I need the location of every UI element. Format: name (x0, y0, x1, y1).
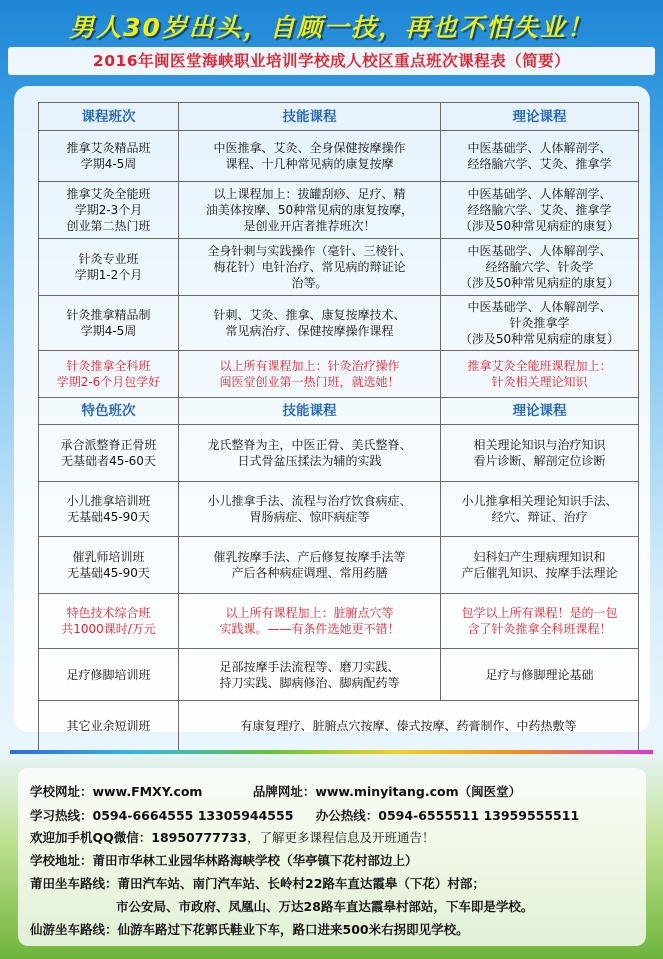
schedule-table (38, 102, 639, 751)
theory-course-cell-line: 妇科妇产生理病理知识和 (473, 550, 606, 564)
theory-course-cell-line: 针灸相关理论知识 (491, 375, 588, 389)
class-name-cell-line: 推拿艾灸全能班 (66, 187, 151, 201)
skill-course-cell (179, 351, 441, 398)
slogan: 男人30岁出头，自顾一技，再也不怕失业！ (69, 13, 594, 42)
website-line (30, 782, 521, 800)
skill-course-cell-line: 足部按摩手法流程等、磨刀实践、 (219, 659, 400, 674)
theory-course-cell-line: 经络腧穴学、艾灸、推拿学 (467, 203, 612, 217)
class-name-cell-line: 足疗修脚培训班 (66, 667, 151, 682)
theory-course-cell-line: 针灸推拿学 (509, 316, 570, 330)
address-line: 学校地址：莆田市华林工业园华林路海峡学校（华亭镇下花村部边上） (30, 853, 418, 868)
skill-course-cell (179, 296, 441, 351)
class-name-cell: 其它业余短训班 (39, 701, 179, 751)
theory-course-cell-line: 推拿艾灸全能班课程加上： (467, 359, 612, 373)
column-header: 特色班次 (39, 398, 179, 425)
theory-course-cell-line: 经络腧穴学、艾灸、推拿学 (467, 157, 612, 171)
wechat-label: 欢迎加手机QQ微信： (30, 830, 152, 845)
table-row (39, 649, 639, 701)
class-name-cell-line: 学期2-6个月包学好 (56, 375, 161, 389)
table-row (39, 182, 639, 239)
skill-course-cell (179, 482, 441, 537)
route-putian: 莆田坐车路线：莆田汽车站、南门汽车站、长岭村22路车直达霞皋（下花）村部； (30, 876, 485, 891)
skill-course-cell-line: 胃肠病症、惊吓病症等 (249, 510, 370, 524)
theory-course-cell-line: 经穴、辩证、治疗 (491, 510, 588, 524)
class-name-cell-line: 推拿艾灸精品班 (66, 141, 151, 155)
page-title: 2016年闽医堂海峡职业培训学校成人校区重点班次课程表（简要） (8, 47, 655, 75)
skill-course-cell (179, 649, 441, 701)
skill-course-cell-line: 小儿推拿手法、流程与治疗饮食病症、 (207, 494, 412, 508)
table-row (39, 425, 639, 482)
theory-course-cell-line: （涉及50种常见病症的康复） (459, 276, 620, 290)
theory-course-cell-line: 中医基础学、人体解剖学、 (467, 141, 612, 155)
theory-course-cell (441, 131, 639, 182)
class-name-cell-line: 学期4-5周 (80, 324, 137, 338)
skill-course-cell-line: 龙氏整脊为主，中医正骨、美氏整脊、 (207, 438, 412, 452)
class-name-cell-line: 承合派整脊正骨班 (60, 438, 157, 452)
theory-course-cell (441, 182, 639, 239)
class-name-cell-line: 小儿推拿培训班 (66, 494, 151, 508)
theory-course-cell-line: 包学以上所有课程！是的一包 (461, 606, 618, 620)
skill-course-cell (179, 537, 441, 594)
study-hotline: 学习热线：0594-6664555 13305944555 (30, 808, 294, 823)
theory-course-cell-line: 看片诊断、解剖定位诊断 (473, 454, 606, 468)
skill-course-cell-line: 产后各种病症调理、常用药膳 (231, 566, 388, 580)
theory-course-cell (441, 296, 639, 351)
table-row (39, 296, 639, 351)
class-name-cell (39, 649, 179, 701)
table-row (39, 701, 639, 751)
skill-course-cell-line: 针刺、艾灸、推拿、康复按摩技术、 (213, 308, 406, 322)
theory-course-cell-line: 中医基础学、人体解剖学、 (467, 187, 612, 201)
class-name-cell-line: 针灸推拿全科班 (66, 359, 151, 373)
rainbow-divider (10, 750, 653, 754)
office-hotline: 办公热线：0594-6555511 13959555511 (315, 808, 580, 823)
class-name-cell-line: 共1000课时/万元 (61, 622, 156, 636)
class-name-cell (39, 296, 179, 351)
theory-course-cell-line: （涉及50种常见病症的康复） (459, 219, 620, 233)
class-name-cell (39, 182, 179, 239)
class-name-cell-line: 催乳师培训班 (72, 550, 145, 564)
skill-course-cell (179, 425, 441, 482)
skill-course-cell-line: 持刀实践、脚病修治、脚病配药等 (219, 675, 400, 690)
skill-course-cell (179, 182, 441, 239)
header-row (39, 398, 639, 425)
theory-course-cell (441, 425, 639, 482)
column-header: 理论课程 (441, 398, 639, 425)
table-row (39, 239, 639, 296)
skill-course-cell-line: 实践课。——有条件选她更不错！ (219, 622, 400, 636)
class-name-cell (39, 425, 179, 482)
route-xianyou: 仙游坐车路线：仙游车路过下花郭氏鞋业下车，路口进来500米右拐即见学校。 (30, 922, 469, 937)
class-name-cell (39, 537, 179, 594)
class-name-cell-line: 无基础者45-60天 (61, 454, 156, 468)
class-name-cell-line: 学期1-2个月 (74, 268, 143, 282)
skill-course-cell-line: 以上所有课程加上：脏腑点穴等 (225, 606, 394, 620)
class-name-cell-line: 无基础45-90天 (67, 566, 150, 580)
class-name-cell-line: 无基础45-90天 (67, 510, 150, 524)
class-name-cell (39, 482, 179, 537)
wechat-note: ，了解更多课程信息及开班通告！ (246, 830, 435, 845)
class-name-cell-line: 学期2-3个月 (74, 203, 143, 217)
skill-course-cell-line: 催乳按摩手法、产后修复按摩手法等 (213, 550, 406, 564)
wechat-line (30, 828, 434, 846)
theory-course-cell (441, 537, 639, 594)
theory-course-cell-line: 中医基础学、人体解剖学、 (467, 300, 612, 314)
theory-course-cell-line: 经络腧穴学、针灸学 (485, 260, 594, 274)
skill-course-cell (179, 594, 441, 649)
theory-course-cell-line: 中医基础学、人体解剖学、 (467, 244, 612, 258)
column-header: 技能课程 (179, 103, 441, 131)
theory-course-cell-line: 足疗与修脚理论基础 (485, 667, 594, 682)
theory-course-cell (441, 482, 639, 537)
class-name-cell (39, 239, 179, 296)
theory-course-cell (441, 239, 639, 296)
column-header: 课程班次 (39, 103, 179, 131)
theory-course-cell (441, 594, 639, 649)
skill-course-cell-line: 梅花针）电针治疗、常见病的辩证论 (213, 260, 406, 274)
hotline-line (30, 806, 579, 824)
wechat-number: 18950777733 (151, 830, 247, 845)
theory-course-cell-line: 产后催乳知识、按摩手法理论 (461, 566, 618, 580)
table-row (39, 594, 639, 649)
theory-course-cell-line: （涉及50种常见病症的康复） (459, 332, 620, 346)
skill-course-cell: 有康复理疗、脏腑点穴按摩、傣式按摩、药膏制作、中药热敷等 (179, 701, 639, 751)
class-name-cell (39, 594, 179, 649)
brand-website-text[interactable]: 品牌网址：www.minyitang.com（闽医堂） (252, 784, 522, 799)
skill-course-cell-line: 课程、十几种常见病的康复按摩 (225, 157, 394, 171)
skill-course-cell-line: 以上课程加上：拔罐刮痧、足疗、精 (213, 187, 406, 201)
skill-course-cell-line: 闽医堂创业第一热门班，就选她！ (219, 375, 400, 389)
skill-course-cell-line: 全身针刺与实践操作（毫针、三棱针、 (207, 244, 412, 258)
class-name-cell-line: 针灸推拿精品制 (66, 308, 151, 322)
skill-course-cell-line: 以上所有课程加上：针灸治疗操作 (219, 359, 400, 373)
class-name-cell-line: 特色技术综合班 (66, 606, 151, 620)
class-name-cell-line: 创业第二热门班 (66, 219, 151, 233)
skill-course-cell (179, 239, 441, 296)
table-row (39, 131, 639, 182)
theory-course-cell-line: 小儿推拿相关理论知识手法、 (461, 494, 618, 508)
theory-course-cell-line: 含了针灸推拿全科班课程！ (467, 622, 612, 636)
skill-course-cell-line: 治等。 (291, 276, 328, 290)
class-name-cell-line: 学期4-5周 (80, 157, 137, 171)
skill-course-cell-line: 日式骨盆压揉法为辅的实践 (237, 454, 382, 468)
class-name-cell (39, 351, 179, 398)
class-name-cell-line: 针灸专业班 (78, 252, 139, 266)
header-row (39, 103, 639, 131)
column-header: 理论课程 (441, 103, 639, 131)
table-row (39, 537, 639, 594)
class-name-cell (39, 131, 179, 182)
route-putian-2: 市公安局、市政府、凤凰山、万达28路车直达霞皋村部站，下车即是学校。 (116, 899, 534, 914)
table-row (39, 482, 639, 537)
column-header: 技能课程 (179, 398, 441, 425)
theory-course-cell (441, 649, 639, 701)
skill-course-cell-line: 是创业开店者推荐班次！ (243, 219, 376, 233)
theory-course-cell-line: 相关理论知识与治疗知识 (473, 438, 606, 452)
skill-course-cell-line: 中医推拿、艾灸、全身保健按摩操作 (213, 141, 406, 155)
skill-course-cell-line: 常见病治疗、保健按摩操作课程 (225, 324, 394, 338)
skill-course-cell (179, 131, 441, 182)
theory-course-cell (441, 351, 639, 398)
table-row (39, 351, 639, 398)
website-text[interactable]: 学校网址：www.FMXY.com (30, 784, 203, 799)
skill-course-cell-line: 油美体按摩、50种常见病的康复按摩， (205, 203, 414, 217)
